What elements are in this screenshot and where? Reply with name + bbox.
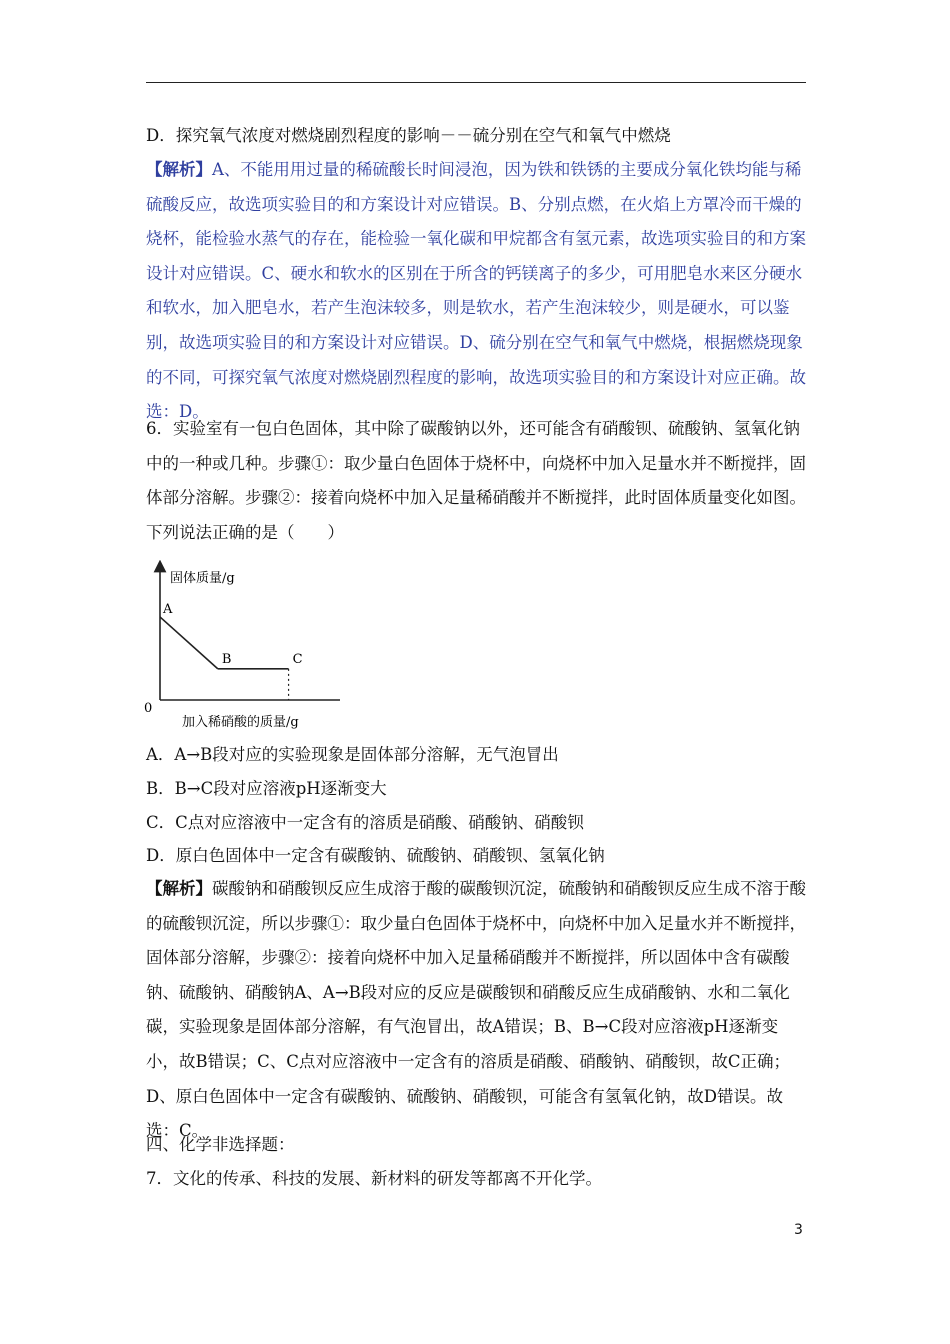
question-7: 7．文化的传承、科技的发展、新材料的研发等都离不开化学。	[146, 1169, 602, 1188]
origin-label: 0	[144, 701, 153, 716]
segment-A-B	[160, 617, 218, 669]
analysis-2-text: 碳酸钠和硝酸钡反应生成溶于酸的碳酸钡沉淀，硫酸钠和硝酸钡反应生成不溶于酸的硫酸钡沉淀，所以步骤①：取少量白色固体于烧杯中，向烧杯中加入足量水并不断搅拌，固体部分溶解，步骤②：接着向烧杯中加入足量稀硝酸并不断搅拌，所以固体中含有碳酸钠、硫酸钠、硝酸钠A、A→B段对应的反应是碳酸钡和硝酸反应生成硝酸钠、水和二氧化碳，实验现象是固体部分溶解，有气泡冒出，故A错误；B、B→C段对应溶液pH逐渐变小，故B错误；C、C点对应溶液中一定含有的溶质是硝酸、硝酸钠、硝酸钡，故C正确；D、原白色固体中一定含有碳酸钠、硫酸钠、硝酸钡，可能含有氢氧化钠，故D错误。故选：C。	[146, 879, 806, 1141]
page-number: 3	[794, 1222, 803, 1238]
analysis-tag: 【解析】	[146, 160, 212, 179]
header-rule	[146, 82, 806, 83]
question-6-stem: 6．实验室有一包白色固体，其中除了碳酸钠以外，还可能含有硝酸钡、硫酸钠、氢氧化钠中的一种或几种。步骤①：取少量白色固体于烧杯中，向烧杯中加入足量水并不断搅拌，固体部分溶解。步骤②：接着向烧杯中加入足量稀硝酸并不断搅拌，此时固体质量变化如图。下列说法正确的是（ ）	[146, 419, 806, 542]
solid-mass-chart	[140, 560, 370, 735]
y-axis-label: 固体质量/g	[170, 571, 235, 586]
section-4-heading: 四、化学非选择题：	[146, 1135, 295, 1154]
option-a: A．A→B段对应的实验现象是固体部分溶解，无气泡冒出	[146, 745, 559, 764]
analysis-1-text: A、不能用用过量的稀硫酸长时间浸泡，因为铁和铁锈的主要成分氧化铁均能与稀硫酸反应，故选项实验目的和方案设计对应错误。B、分别点燃，在火焰上方罩冷而干燥的烧杯，能检验水蒸气的存在，能检验一氧化碳和甲烷都含有氢元素，故选项实验目的和方案设计对应错误。C、硬水和软水的区别在于所含的钙镁离子的多少，可用肥皂水来区分硬水和软水，加入肥皂水，若产生泡沫较多，则是软水，若产生泡沫较少，则是硬水，可以鉴别，故选项实验目的和方案设计对应错误。D、硫分别在空气和氧气中燃烧，根据燃烧现象的不同，可探究氧气浓度对燃烧剧烈程度的影响，故选项实验目的和方案设计对应正确。故选：D。	[146, 160, 806, 422]
option-c: C．C点对应溶液中一定含有的溶质是硝酸、硝酸钠、硝酸钡	[146, 813, 584, 832]
option-b: B．B→C段对应溶液pH逐渐变大	[146, 779, 387, 798]
series-layer	[160, 602, 303, 700]
option-d-previous: D．探究氧气浓度对燃烧剧烈程度的影响－－硫分别在空气和氧气中燃烧	[146, 126, 671, 145]
point-label-C: C	[292, 651, 303, 667]
analysis-1	[146, 153, 810, 430]
analysis-2-tag: 【解析】	[146, 879, 212, 898]
point-label-A: A	[163, 601, 173, 617]
x-axis-label: 加入稀硝酸的质量/g	[182, 715, 299, 730]
point-label-B: B	[221, 651, 232, 667]
analysis-2	[146, 872, 810, 1149]
option-d: D．原白色固体中一定含有碳酸钠、硫酸钠、硝酸钡、氢氧化钠	[146, 846, 605, 865]
